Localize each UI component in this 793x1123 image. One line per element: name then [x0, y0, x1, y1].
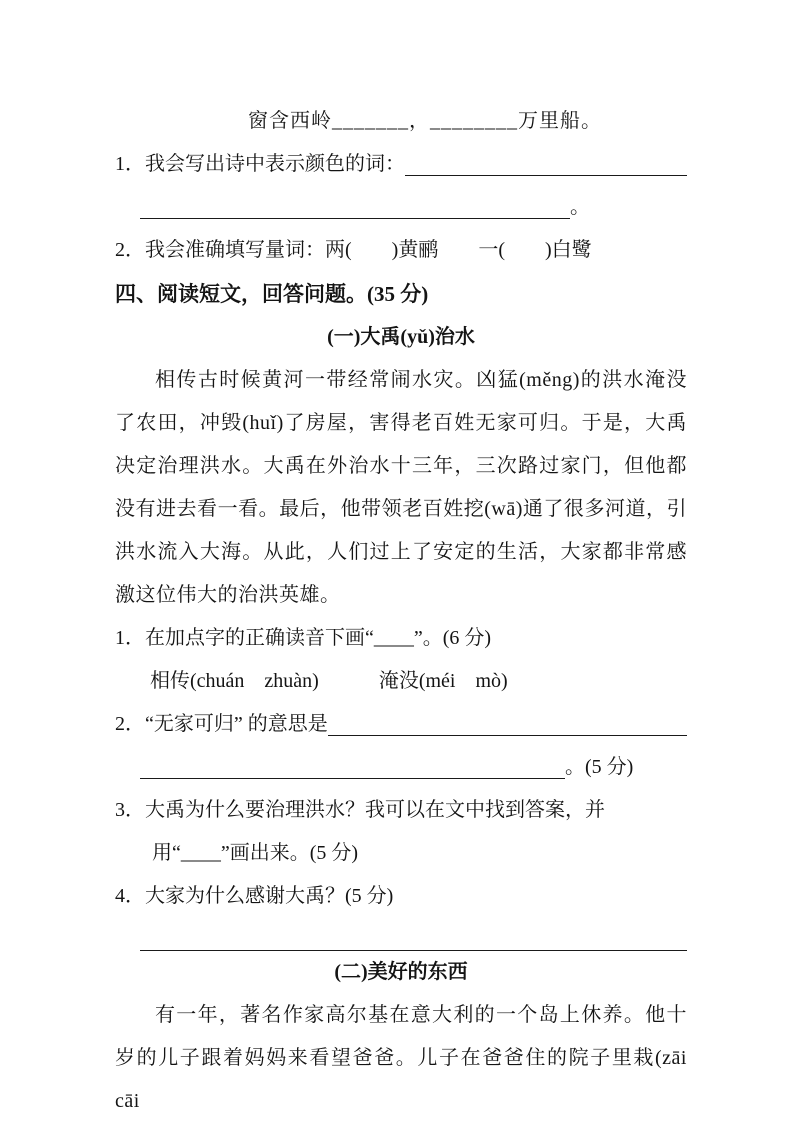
passage1-question-2-text: 2．“无家可归” 的意思是	[115, 713, 328, 735]
answer-blank	[405, 143, 687, 176]
passage1-body: 相传古时候黄河一带经常闹水灾。凶猛(měng)的洪水淹没了农田，冲毁(huǐ)了房屋，害得老百姓无家可归。于是，大禹决定治理洪水。大禹在外治水十三年，三次路过家门，但他都没有进去看一看。最后，他带领老百姓挖(wā)通了很多河道，引洪水流入大海。从此，人们过上了安定的生活，大家都非常感激这位伟大的治洪英雄。	[115, 369, 687, 606]
answer-blank-line	[115, 918, 687, 951]
answer-blank	[140, 918, 687, 951]
question-measure-words: 2．我会准确填写量词：两( )黄鹂 一( )白鹭	[115, 239, 592, 261]
section-heading: 四、阅读短文，回答问题。(35 分)	[115, 282, 429, 306]
passage1-question-3: 3．大禹为什么要治理洪水？我可以在文中找到答案，并用“____”画出来。(5 分)	[115, 799, 605, 864]
score-note: 。(5 分)	[565, 756, 634, 778]
question-color-words-text: 1．我会写出诗中表示颜色的词：	[115, 153, 405, 175]
passage2-body: 有一年，著名作家高尔基在意大利的一个岛上休养。他十岁的儿子跟着妈妈来看望爸爸。儿子在爸爸住的院子里栽(zāi cāi	[115, 1004, 708, 1112]
line-end-period: 。	[570, 196, 590, 218]
passage1-question-2-line2	[115, 746, 687, 789]
passage1-question-2	[115, 703, 687, 746]
poem-fill-line: 窗含西岭_______，________万里船。	[248, 110, 602, 132]
answer-blank	[140, 746, 565, 779]
answer-blank	[140, 186, 570, 219]
passage1-title: (一)大禹(yǔ)治水	[327, 326, 475, 348]
passage1-question-1: 1．在加点字的正确读音下画“____”。(6 分)	[115, 627, 492, 649]
passage1-question-4: 4．大家为什么感谢大禹？(5 分)	[115, 885, 394, 907]
passage1-pinyin-options: 相传(chuán zhuàn) 淹没(méi mò)	[150, 670, 508, 692]
answer-blank	[328, 703, 687, 736]
question-color-words	[115, 143, 687, 186]
question-color-words-line2	[115, 186, 687, 229]
passage2-title: (二)美好的东西	[334, 961, 468, 983]
